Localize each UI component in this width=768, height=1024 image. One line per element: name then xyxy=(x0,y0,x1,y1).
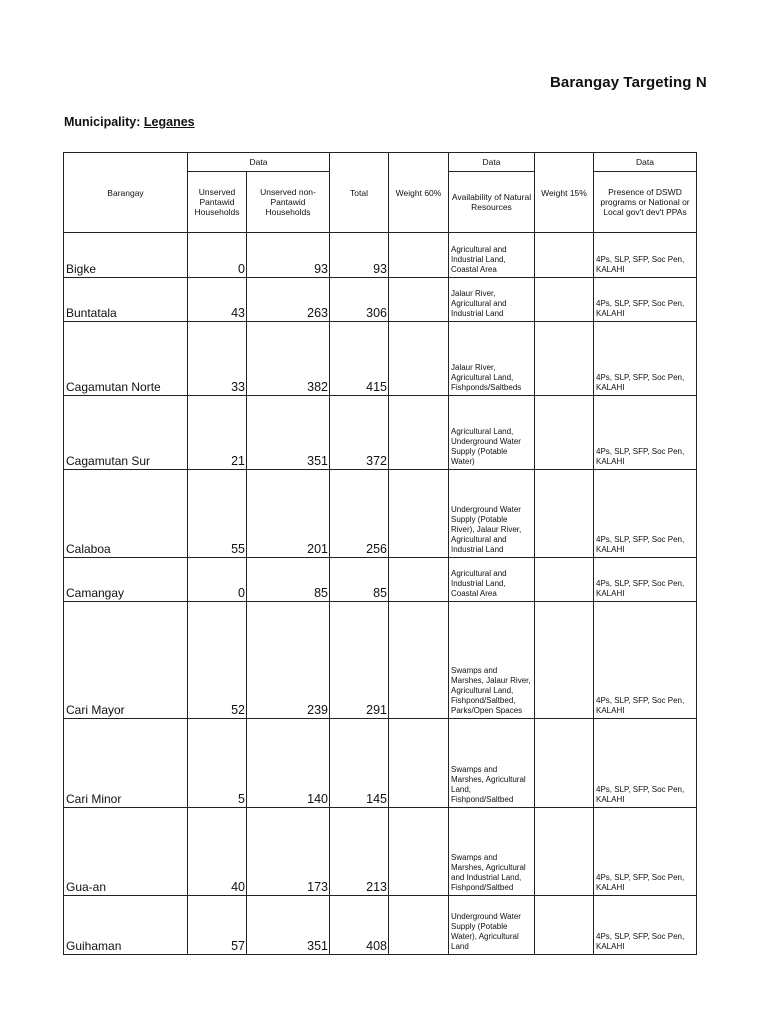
weight-60-value xyxy=(389,396,449,470)
dswd-programs-value: 4Ps, SLP, SFP, Soc Pen, KALAHI xyxy=(594,808,697,896)
municipality-line xyxy=(64,115,195,129)
total-value: 415 xyxy=(330,322,389,396)
barangay-name: Calaboa xyxy=(64,470,188,558)
dswd-programs-value: 4Ps, SLP, SFP, Soc Pen, KALAHI xyxy=(594,719,697,808)
unserved-non-pantawid-value: 351 xyxy=(247,396,330,470)
table-row xyxy=(64,396,697,470)
table-row xyxy=(64,896,697,955)
barangay-name: Gua-an xyxy=(64,808,188,896)
unserved-non-pantawid-value: 85 xyxy=(247,558,330,602)
group-header-data: Data xyxy=(449,153,535,172)
weight-15-value xyxy=(535,233,594,278)
natural-resources-value: Underground Water Supply (Potable River), Jalaur River, Agricultural and Industrial Land xyxy=(449,470,535,558)
dswd-programs-value: 4Ps, SLP, SFP, Soc Pen, KALAHI xyxy=(594,233,697,278)
table-row xyxy=(64,719,697,808)
unserved-pantawid-value: 52 xyxy=(188,602,247,719)
unserved-pantawid-value: 5 xyxy=(188,719,247,808)
natural-resources-value: Jalaur River, Agricultural Land, Fishponds/Saltbeds xyxy=(449,322,535,396)
unserved-non-pantawid-value: 140 xyxy=(247,719,330,808)
weight-15-value xyxy=(535,558,594,602)
unserved-non-pantawid-value: 93 xyxy=(247,233,330,278)
weight-15-value xyxy=(535,719,594,808)
natural-resources-value: Swamps and Marshes, Jalaur River, Agricultural Land, Fishpond/Saltbed, Parks/Open Spaces xyxy=(449,602,535,719)
total-value: 408 xyxy=(330,896,389,955)
unserved-pantawid-value: 0 xyxy=(188,233,247,278)
unserved-pantawid-value: 40 xyxy=(188,808,247,896)
col-barangay: Barangay xyxy=(64,153,188,233)
total-value: 85 xyxy=(330,558,389,602)
weight-15-value xyxy=(535,396,594,470)
natural-resources-value: Agricultural Land, Underground Water Supply (Potable Water) xyxy=(449,396,535,470)
col-total: Total xyxy=(330,153,389,233)
weight-60-value xyxy=(389,558,449,602)
weight-60-value xyxy=(389,602,449,719)
weight-15-value xyxy=(535,602,594,719)
total-value: 213 xyxy=(330,808,389,896)
natural-resources-value: Jalaur River, Agricultural and Industrial Land xyxy=(449,278,535,322)
unserved-non-pantawid-value: 263 xyxy=(247,278,330,322)
weight-15-value xyxy=(535,278,594,322)
total-value: 145 xyxy=(330,719,389,808)
weight-60-value xyxy=(389,470,449,558)
natural-resources-value: Swamps and Marshes, Agricultural and Industrial Land, Fishpond/Saltbed xyxy=(449,808,535,896)
col-natural-resources: Availability of Natural Resources xyxy=(449,172,535,233)
unserved-pantawid-value: 43 xyxy=(188,278,247,322)
dswd-programs-value: 4Ps, SLP, SFP, Soc Pen, KALAHI xyxy=(594,278,697,322)
weight-60-value xyxy=(389,808,449,896)
unserved-non-pantawid-value: 382 xyxy=(247,322,330,396)
weight-15-value xyxy=(535,896,594,955)
table-row xyxy=(64,808,697,896)
weight-15-value xyxy=(535,322,594,396)
weight-60-value xyxy=(389,322,449,396)
dswd-programs-value: 4Ps, SLP, SFP, Soc Pen, KALAHI xyxy=(594,470,697,558)
table-row xyxy=(64,233,697,278)
barangay-targeting-table xyxy=(63,152,697,955)
dswd-programs-value: 4Ps, SLP, SFP, Soc Pen, KALAHI xyxy=(594,396,697,470)
municipality-label: Municipality: xyxy=(64,115,141,129)
natural-resources-value: Agricultural and Industrial Land, Coastal Area xyxy=(449,233,535,278)
col-unserved-pantawid: Unserved Pantawid Households xyxy=(188,172,247,233)
unserved-non-pantawid-value: 201 xyxy=(247,470,330,558)
unserved-pantawid-value: 57 xyxy=(188,896,247,955)
weight-60-value xyxy=(389,278,449,322)
unserved-pantawid-value: 21 xyxy=(188,396,247,470)
col-dswd-programs: Presence of DSWD programs or National or Local gov't dev't PPAs xyxy=(594,172,697,233)
dswd-programs-value: 4Ps, SLP, SFP, Soc Pen, KALAHI xyxy=(594,322,697,396)
unserved-non-pantawid-value: 239 xyxy=(247,602,330,719)
total-value: 306 xyxy=(330,278,389,322)
natural-resources-value: Underground Water Supply (Potable Water), Agricultural Land xyxy=(449,896,535,955)
barangay-name: Bigke xyxy=(64,233,188,278)
unserved-pantawid-value: 0 xyxy=(188,558,247,602)
barangay-name: Buntatala xyxy=(64,278,188,322)
total-value: 256 xyxy=(330,470,389,558)
weight-60-value xyxy=(389,233,449,278)
weight-15-value xyxy=(535,470,594,558)
unserved-pantawid-value: 33 xyxy=(188,322,247,396)
weight-60-value xyxy=(389,896,449,955)
natural-resources-value: Agricultural and Industrial Land, Coastal Area xyxy=(449,558,535,602)
table-row xyxy=(64,602,697,719)
total-value: 93 xyxy=(330,233,389,278)
municipality-name: Leganes xyxy=(143,115,195,129)
barangay-name: Cagamutan Sur xyxy=(64,396,188,470)
table-row xyxy=(64,470,697,558)
weight-60-value xyxy=(389,719,449,808)
unserved-non-pantawid-value: 351 xyxy=(247,896,330,955)
table-row xyxy=(64,322,697,396)
dswd-programs-value: 4Ps, SLP, SFP, Soc Pen, KALAHI xyxy=(594,896,697,955)
col-unserved-non-pantawid: Unserved non-Pantawid Households xyxy=(247,172,330,233)
barangay-name: Cagamutan Norte xyxy=(64,322,188,396)
col-weight-15: Weight 15% xyxy=(535,153,594,233)
dswd-programs-value: 4Ps, SLP, SFP, Soc Pen, KALAHI xyxy=(594,602,697,719)
unserved-non-pantawid-value: 173 xyxy=(247,808,330,896)
barangay-name: Cari Minor xyxy=(64,719,188,808)
barangay-name: Guihaman xyxy=(64,896,188,955)
natural-resources-value: Swamps and Marshes, Agricultural Land, Fishpond/Saltbed xyxy=(449,719,535,808)
table-row xyxy=(64,558,697,602)
col-weight-60: Weight 60% xyxy=(389,153,449,233)
table-row xyxy=(64,278,697,322)
barangay-name: Cari Mayor xyxy=(64,602,188,719)
dswd-programs-value: 4Ps, SLP, SFP, Soc Pen, KALAHI xyxy=(594,558,697,602)
unserved-pantawid-value: 55 xyxy=(188,470,247,558)
barangay-name: Camangay xyxy=(64,558,188,602)
weight-15-value xyxy=(535,808,594,896)
group-header-data: Data xyxy=(188,153,330,172)
page-title: Barangay Targeting N xyxy=(550,74,707,91)
total-value: 291 xyxy=(330,602,389,719)
group-header-data: Data xyxy=(594,153,697,172)
total-value: 372 xyxy=(330,396,389,470)
